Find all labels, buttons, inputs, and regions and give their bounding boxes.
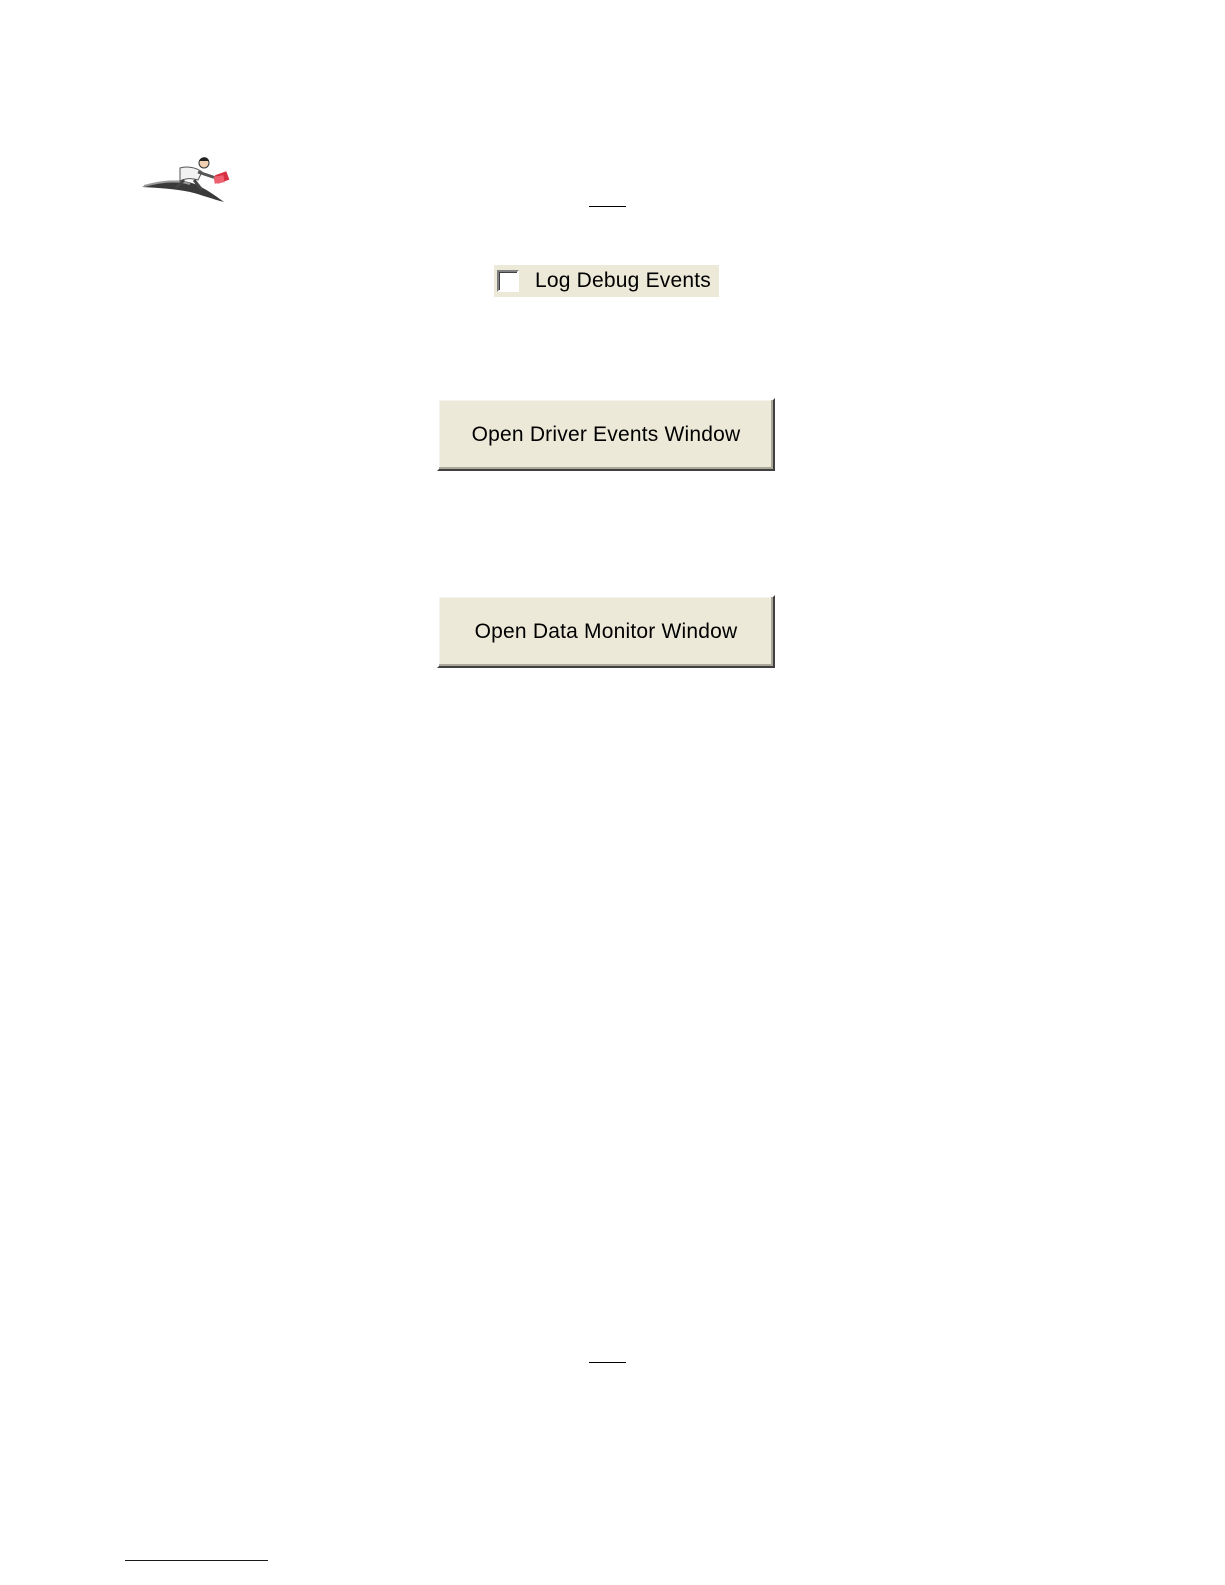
checkbox-label: Log Debug Events [535,269,711,292]
open-data-monitor-window-button[interactable]: Open Data Monitor Window [437,595,775,668]
separator-line [589,1362,626,1363]
running-person-logo-icon [140,154,232,206]
separator-line [589,206,626,207]
footnote-rule [125,1560,268,1561]
open-driver-events-window-button[interactable]: Open Driver Events Window [437,398,775,471]
checkbox-box[interactable] [497,270,519,292]
log-debug-events-checkbox[interactable] [494,265,719,297]
